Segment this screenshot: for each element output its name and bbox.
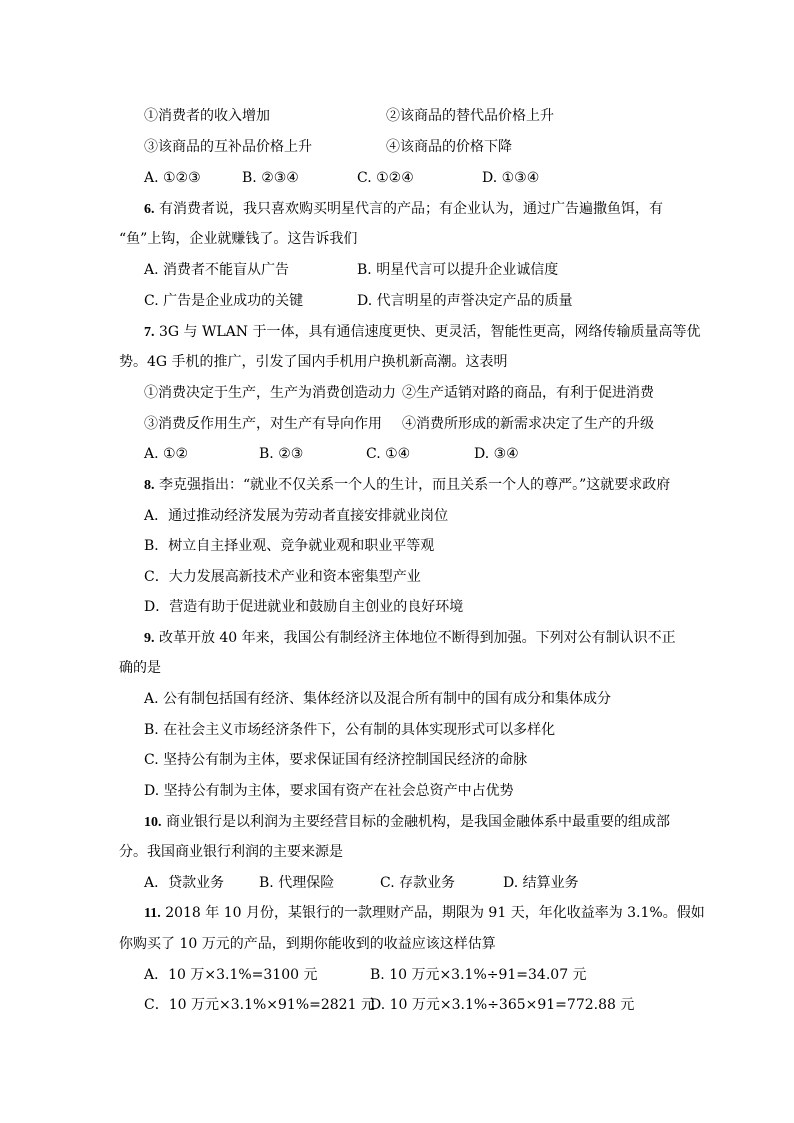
q9-stem-text: 改革开放 40 年来，我国公有制经济主体地位不断得到加强。下列对公有制认识不正 bbox=[158, 630, 676, 646]
q7-option-a: A. ①② bbox=[144, 446, 189, 462]
q7-item-4: ④消费所形成的新需求决定了生产的升级 bbox=[402, 416, 654, 432]
q7-number: 7. bbox=[144, 325, 155, 340]
q6-stem-line-1 bbox=[144, 199, 663, 220]
q11-stem-text: 2018 年 10 月份，某银行的一款理财产品，期限为 91 天，年化收益率为 3.1%。假如 bbox=[165, 905, 705, 921]
q11-option-b: B. 10 万元×3.1%÷91=34.07 元 bbox=[370, 967, 587, 983]
q9-option-b: B. 在社会主义市场经济条件下，公有制的具体实现形式可以多样化 bbox=[144, 722, 556, 738]
q10-option-a: A．贷款业务 bbox=[144, 875, 225, 891]
q8-option-c: C．大力发展高新技术产业和资本密集型产业 bbox=[144, 569, 421, 585]
q6-stem-text: 有消费者说，我只喜欢购买明星代言的产品；有企业认为，通过广告遍撒鱼饵，有 bbox=[158, 201, 663, 217]
q5-item-3: ③该商品的互补品价格上升 bbox=[144, 139, 312, 155]
q6-option-b: B. 明星代言可以提升企业诚信度 bbox=[357, 262, 559, 278]
q7-stem-line-2: 势。4G 手机的推广，引发了国内手机用户换机新高潮。这表明 bbox=[119, 354, 508, 370]
q5-option-b: B. ②③④ bbox=[242, 170, 299, 186]
q6-option-c: C. 广告是企业成功的关键 bbox=[144, 293, 304, 309]
q10-stem-text: 商业银行是以利润为主要经营目标的金融机构，是我国金融体系中最重要的组成部 bbox=[165, 814, 670, 830]
q9-option-d: D. 坚持公有制为主体，要求国有资产在社会总资产中占优势 bbox=[144, 783, 514, 799]
q5-item-2: ②该商品的替代品价格上升 bbox=[386, 108, 554, 124]
q7-stem-line-1 bbox=[144, 322, 700, 343]
q7-item-2: ②生产适销对路的商品，有利于促进消费 bbox=[402, 385, 654, 401]
q8-stem bbox=[144, 475, 670, 496]
q11-option-a: A．10 万×3.1%=3100 元 bbox=[144, 967, 318, 983]
q8-stem-text: 李克强指出：“就业不仅关系一个人的生计，而且关系一个人的尊严。”这就要求政府 bbox=[158, 477, 671, 493]
q10-option-c: C. 存款业务 bbox=[380, 875, 456, 891]
q5-option-c: C. ①②④ bbox=[357, 170, 414, 186]
q5-item-1: ①消费者的收入增加 bbox=[144, 108, 270, 124]
q8-option-d: D．营造有助于促进就业和鼓励自主创业的良好环境 bbox=[144, 599, 464, 615]
q7-option-b: B. ②③ bbox=[259, 446, 304, 462]
q7-item-3: ③消费反作用生产，对生产有导向作用 bbox=[144, 416, 382, 432]
q7-item-1: ①消费决定于生产，生产为消费创造动力 bbox=[144, 385, 396, 401]
q5-item-4: ④该商品的价格下降 bbox=[386, 139, 512, 155]
q11-option-c: C．10 万元×3.1%×91%=2821 元 bbox=[144, 997, 375, 1013]
q10-option-d: D. 结算业务 bbox=[503, 875, 579, 891]
q6-number: 6. bbox=[144, 202, 155, 217]
q7-option-d: D. ③④ bbox=[474, 446, 519, 462]
q10-number: 10. bbox=[144, 815, 162, 830]
q10-stem-line-2: 分。我国商业银行利润的主要来源是 bbox=[119, 844, 343, 860]
q11-stem-line-1 bbox=[144, 903, 705, 924]
q11-option-d: D. 10 万元×3.1%÷365×91=772.88 元 bbox=[370, 997, 635, 1013]
q7-option-c: C. ①④ bbox=[366, 446, 411, 462]
q5-option-d: D. ①③④ bbox=[482, 170, 540, 186]
q8-number: 8. bbox=[144, 478, 155, 493]
q9-stem-line-1 bbox=[144, 628, 676, 649]
q9-option-c: C. 坚持公有制为主体，要求保证国有经济控制国民经济的命脉 bbox=[144, 752, 528, 768]
q11-number: 11. bbox=[144, 906, 161, 921]
q6-stem-line-2: “鱼”上钩，企业就赚钱了。这告诉我们 bbox=[119, 231, 358, 247]
q8-option-b: B．树立自主择业观、竞争就业观和职业平等观 bbox=[144, 538, 435, 554]
q7-stem-text: 3G 与 WLAN 于一体，具有通信速度更快、更灵活，智能性更高，网络传输质量高等优 bbox=[158, 324, 701, 340]
q10-stem-line-1 bbox=[144, 812, 670, 833]
q10-option-b: B. 代理保险 bbox=[259, 875, 335, 891]
q6-option-d: D. 代言明星的声誉决定产品的质量 bbox=[357, 293, 573, 309]
q5-option-a: A. ①②③ bbox=[144, 170, 201, 186]
q11-stem-line-2: 你购买了 10 万元的产品，到期你能收到的收益应该这样估算 bbox=[119, 936, 496, 952]
q9-stem-line-2: 确的是 bbox=[119, 660, 161, 676]
q9-option-a: A. 公有制包括国有经济、集体经济以及混合所有制中的国有成分和集体成分 bbox=[144, 691, 612, 707]
q9-number: 9. bbox=[144, 631, 155, 646]
q6-option-a: A. 消费者不能盲从广告 bbox=[144, 262, 290, 278]
q8-option-a: A．通过推动经济发展为劳动者直接安排就业岗位 bbox=[144, 508, 449, 524]
